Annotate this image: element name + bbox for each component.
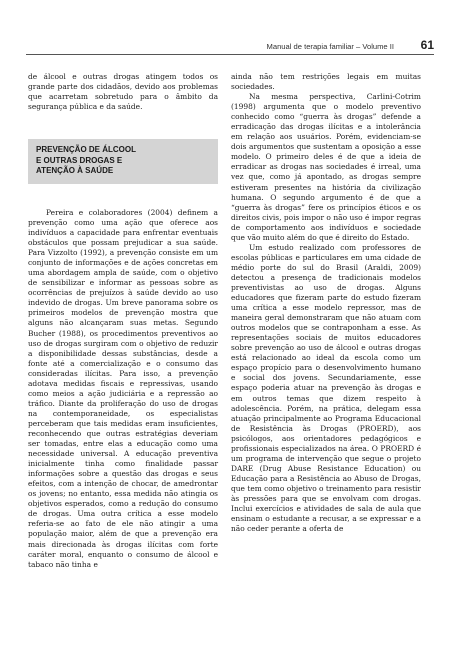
- running-header: [26, 38, 434, 54]
- running-header-title: Manual de terapia familiar – Volume II: [266, 42, 394, 51]
- left-paragraph-2: Pereira e colaboradores (2004) definem a prevenção como uma ação que oferece aos indivíduos a capacidade para enfrentar eventuais obstáculos que possam prejudicar a sua saúde. Para Vizzolto (1992), a prevenção consiste em um conjunto de informações e de ações concretas em uma abordagem ampla de saúde, com o objetivo de sensibilizar e informar as pessoas sobre as ocorrências de prejuízos à saúde devido ao uso indevido de drogas. Um breve panorama sobre os primeiros modelos de prevenção mostra que alguns não alcançaram suas metas. Segundo Bucher (1988), os procedimentos preventivos ao uso de drogas surgiram com o objetivo de reduzir a disponibilidade dessas substâncias, desde a fonte até a comercialização e o consumo das consideradas ilícitas. Para isso, a prevenção adotava medidas fiscais e repressivas, usando como meios a ação judiciária e a repressão ao tráfico. Diante da proliferação do uso de drogas na contemporaneidade, os especialistas perceberam que tais medidas eram insuficientes, reconhecendo que outras estratégias deveriam ser tomadas, entre elas a educação como uma necessidade universal. A educação preventiva inicialmente tinha como finalidade passar informações sobre a questão das drogas e seus efeitos, com a intenção de chocar, de amedrontar os jovens; no entanto, essa medida não atingia os objetivos esperados, como a redução do consumo de drogas. Uma outra crítica a esse modelo referia-se ao fato de ele não atingir a uma população maior, além de que a prevenção era mais direcionada às drogas ilícitas com forte caráter moral, enquanto o consumo de álcool e tabaco não tinha e: [28, 207, 218, 569]
- section-heading-box: PREVENÇÃO DE ÁLCOOL E OUTRAS DROGAS E ATENÇÃO À SAÚDE: [28, 139, 218, 184]
- right-column: [231, 72, 421, 534]
- header-rule: [26, 54, 434, 55]
- right-paragraph-1: ainda não tem restrições legais em muitas sociedades.: [231, 72, 421, 92]
- left-paragraph-1: de álcool e outras drogas atingem todos os grande parte dos cidadãos, devido aos problemas que acarretam sobretudo para o âmbito da segurança pública e da saúde.: [28, 72, 218, 112]
- right-paragraph-3: Um estudo realizado com professores de escolas públicas e particulares em uma cidade de médio porte do sul do Brasil (Araldi, 2009) detectou a presença de tradicionais modelos preventivistas ao uso de drogas. Alguns educadores que fizeram parte do estudo fizeram uma crítica a esse modelo repressor, mas de maneira geral demonstraram que não atuam com outros modelos que se contraponham a esse. As representações sociais de muitos educadores sobre prevenção ao uso de álcool e outras drogas está relacionado ao ideal da escola como um espaço propício para o desenvolvimento humano e social dos jovens. Secundariamente, esse espaço poderia atuar na prevenção às drogas e em outros temas que dizem respeito à adolescência. Porém, na prática, delegam essa atuação principalmente ao Programa Educacional de Resistência às Drogas (PROERD), aos psicólogos, aos orientadores pedagógicos e profissionais especializados na área. O PROERD é um programa de intervenção que segue o projeto DARE (Drug Abuse Resistance Education) ou Educação para a Resistência ao Abuso de Drogas, que tem como objetivo o treinamento para resistir às pressões para que se envolvam com drogas. Inclui exercícios e atividades de sala de aula que ensinam o estudante a recusar, a se expressar e a não ceder perante a oferta de: [231, 242, 421, 534]
- right-paragraph-2: Na mesma perspectiva, Carlini-Cotrim (1998) argumenta que o modelo preventivo conhecido como “guerra às drogas” defende a erradicação das drogas ilícitas e a intolerância em relação aos usuários. Porém, evidenciam-se dois argumentos que sustentam a oposição a esse modelo. O primeiro deles é de que a ideia de erradicar as drogas nas sociedades é irreal, uma vez que, como já apontado, as drogas sempre estiveram presentes na história da civilização humana. O segundo argumento é de que a “guerra às drogas” fere os princípios éticos e os direitos civis, pois impor o não uso é impor regras de comportamento aos indivíduos e sociedade que vão muito além do que é direito do Estado.: [231, 92, 421, 242]
- left-column: [28, 72, 218, 570]
- page-number: 61: [420, 38, 434, 52]
